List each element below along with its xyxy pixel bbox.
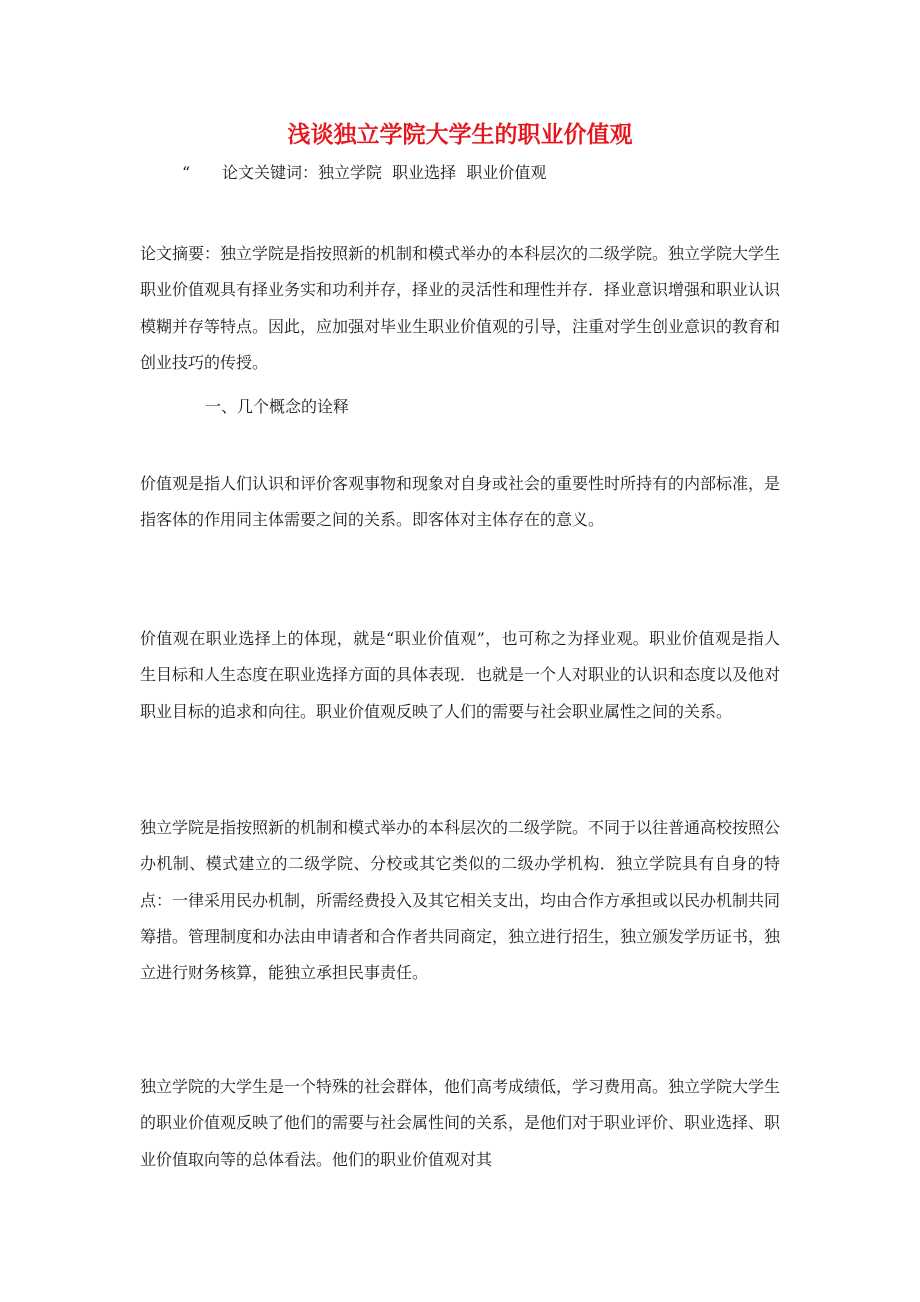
- keywords-text: 论文关键词：独立学院 职业选择 职业价值观: [222, 163, 547, 182]
- keywords-quote-mark: “: [182, 163, 191, 182]
- keywords-line: [182, 160, 546, 186]
- body-paragraph-2: 价值观在职业选择上的体现，就是“职业价值观”，也可称之为择业观。职业价值观是指人生目标和人生态度在职业选择方面的具体表现．也就是一个人对职业的认识和态度以及他对职业目标的追求和向往。职业价值观反映了人们的需要与社会职业属性之间的关系。: [140, 629, 781, 721]
- abstract-paragraph: 论文摘要：独立学院是指按照新的机制和模式举办的本科层次的二级学院。独立学院大学生职业价值观具有择业务实和功利并存，择业的灵活性和理性并存．择业意识增强和职业认识模糊并存等特点。因此，应加强对毕业生职业价值观的引导，注重对学生创业意识的教育和创业技巧的传授。: [140, 244, 781, 372]
- section-heading: 一、几个概念的诠释: [205, 397, 350, 416]
- body-paragraph-4: 独立学院的大学生是一个特殊的社会群体，他们高考成绩低，学习费用高。独立学院大学生的职业价值观反映了他们的需要与社会属性间的关系，是他们对于职业评价、职业选择、职业价值取向等的总体看法。他们的职业价值观对其: [140, 1077, 781, 1169]
- body-paragraph-1: 价值观是指人们认识和评价客观事物和现象对自身或社会的重要性时所持有的内部标准，是指客体的作用同主体需要之间的关系。即客体对主体存在的意义。: [140, 474, 781, 530]
- document-title: 浅谈独立学院大学生的职业价值观: [287, 122, 633, 148]
- body-paragraph-3: 独立学院是指按照新的机制和模式举办的本科层次的二级学院。不同于以往普通高校按照公办机制、模式建立的二级学院、分校或其它类似的二级办学机构．独立学院具有自身的特点：一律采用民办机制，所需经费投入及其它相关支出，均由合作方承担或以民办机制共同筹措。管理制度和办法由申请者和合作者共同商定，独立进行招生，独立颁发学历证书，独立进行财务核算，能独立承担民事责任。: [140, 818, 781, 983]
